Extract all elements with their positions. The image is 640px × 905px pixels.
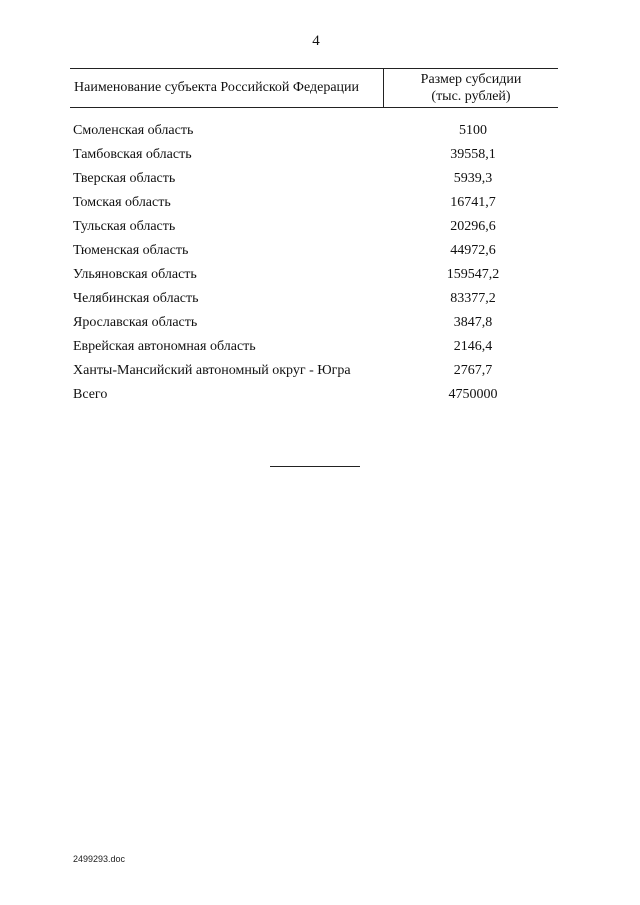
table-row xyxy=(73,361,553,385)
document-code: 2499293.doc xyxy=(73,854,126,864)
region-name: Ульяновская область xyxy=(73,267,197,282)
subsidy-amount: 5939,3 xyxy=(453,171,493,186)
header-subsidy-amount-line2: (тыс. рублей) xyxy=(431,89,511,104)
table-row xyxy=(73,193,553,217)
page-number: 4 xyxy=(312,33,320,49)
total-label: Всего xyxy=(73,387,108,402)
table-row xyxy=(73,217,553,241)
region-name: Тамбовская область xyxy=(73,147,192,162)
table-row-total xyxy=(73,385,553,409)
header-region-name: Наименование субъекта Российской Федерации xyxy=(70,69,384,107)
end-of-document-divider xyxy=(270,466,360,467)
region-name: Тюменская область xyxy=(73,243,189,258)
region-name: Ярославская область xyxy=(73,315,198,330)
table-row xyxy=(73,241,553,265)
table-row xyxy=(73,289,553,313)
subsidy-amount: 3847,8 xyxy=(453,315,493,330)
subsidy-amount: 20296,6 xyxy=(450,219,496,234)
header-subsidy-amount-line1: Размер субсидии xyxy=(420,72,522,87)
region-name: Тульская область xyxy=(73,219,176,234)
table-row xyxy=(73,337,553,361)
table-row xyxy=(73,169,553,193)
region-name: Челябинская область xyxy=(73,291,199,306)
table-body xyxy=(73,121,553,409)
region-name: Томская область xyxy=(73,195,171,210)
table-row xyxy=(73,145,553,169)
region-name: Смоленская область xyxy=(73,123,194,138)
subsidy-amount: 159547,2 xyxy=(446,267,500,282)
subsidy-amount: 2146,4 xyxy=(453,339,493,354)
subsidy-amount: 44972,6 xyxy=(450,243,496,258)
subsidy-amount: 39558,1 xyxy=(450,147,496,162)
subsidy-amount: 83377,2 xyxy=(450,291,496,306)
header-subsidy-amount xyxy=(385,69,557,107)
subsidy-amount: 2767,7 xyxy=(453,363,493,378)
region-name: Тверская область xyxy=(73,171,176,186)
table-row xyxy=(73,121,553,145)
table-header xyxy=(70,68,558,108)
table-row xyxy=(73,313,553,337)
subsidy-amount: 16741,7 xyxy=(450,195,496,210)
region-name: Еврейская автономная область xyxy=(73,339,256,354)
table-row xyxy=(73,265,553,289)
region-name: Ханты-Мансийский автономный округ - Югра xyxy=(73,363,351,378)
subsidy-amount: 5100 xyxy=(459,123,487,138)
total-amount: 4750000 xyxy=(448,387,498,402)
